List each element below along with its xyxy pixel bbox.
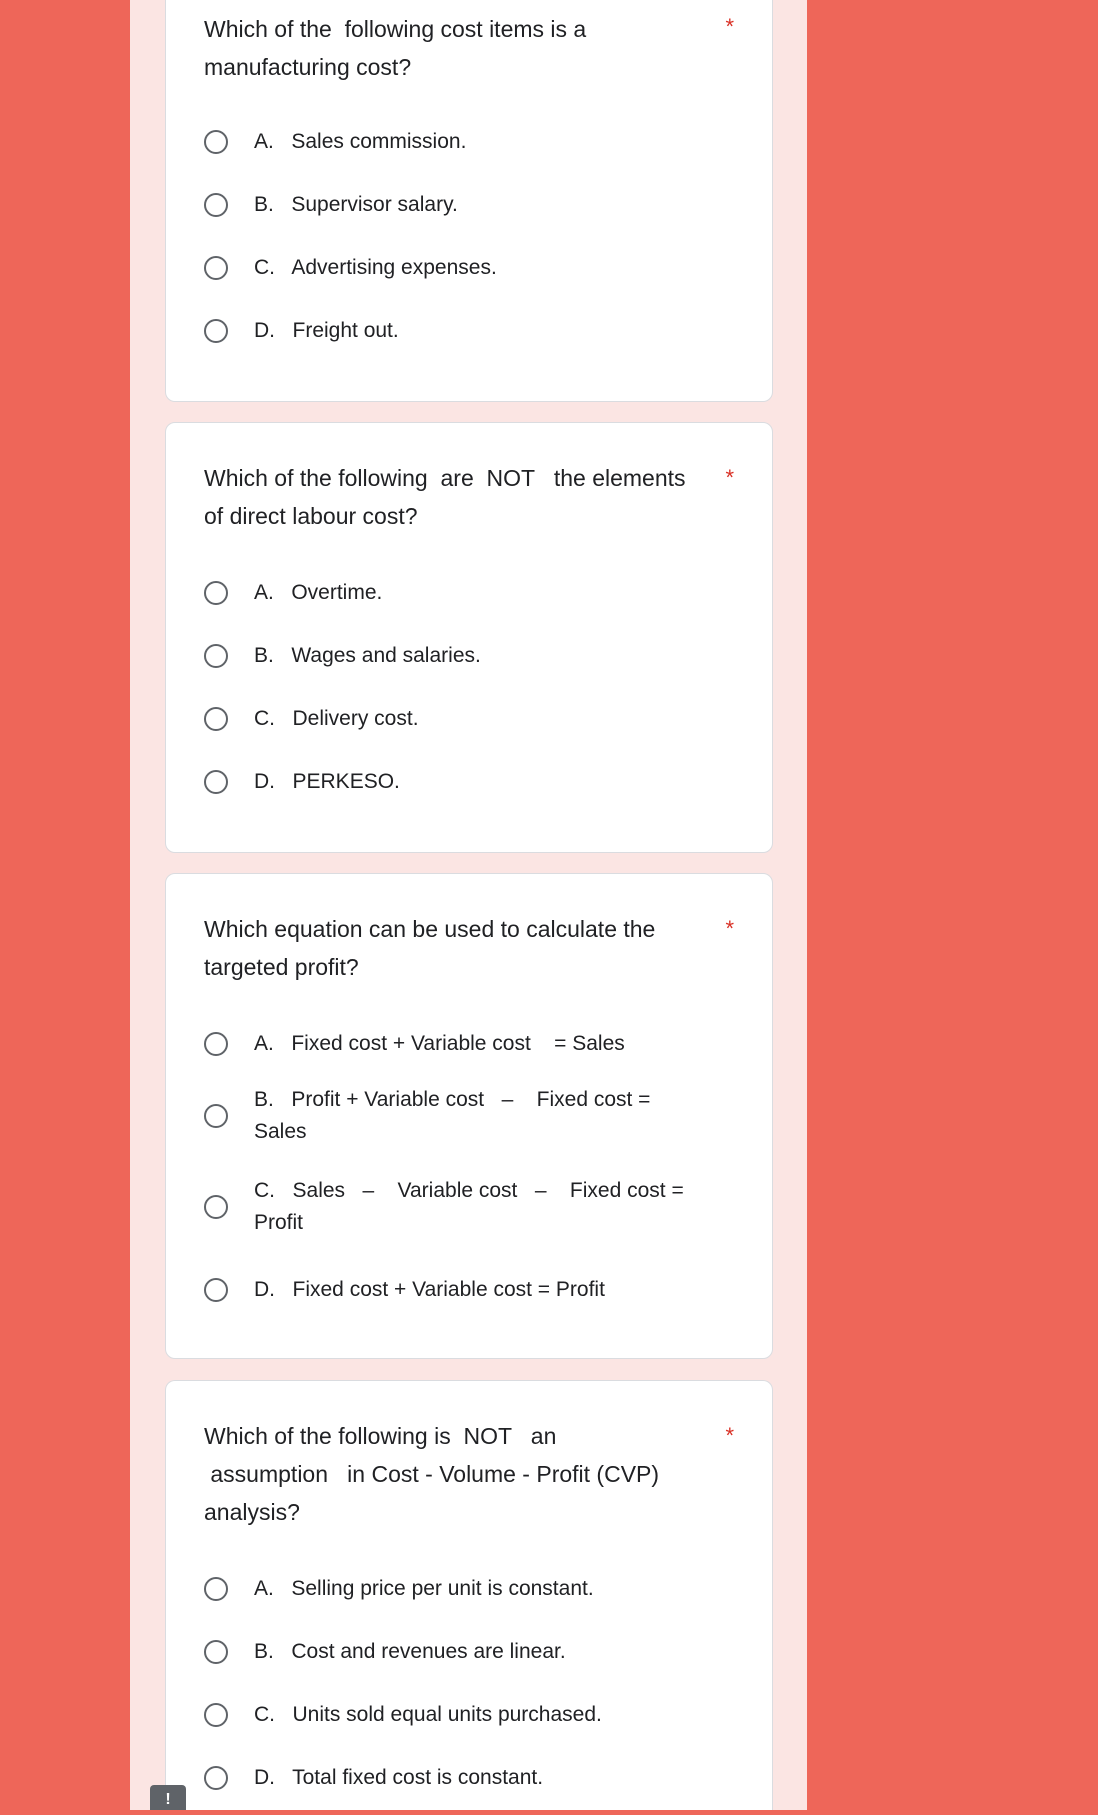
radio-button[interactable] <box>204 1577 228 1601</box>
option-label: A. Selling price per unit is constant. <box>254 1577 594 1600</box>
required-asterisk: * <box>725 14 734 39</box>
question-title: Which of the following is NOT an assumption in Cost - Volume - Profit (CVP) analysis? <box>204 1423 660 1525</box>
radio-button[interactable] <box>204 707 228 731</box>
option-label: D. PERKESO. <box>254 770 400 793</box>
radio-option-c[interactable] <box>204 1175 724 1239</box>
radio-option-b[interactable] <box>204 1636 724 1668</box>
option-label: B. Supervisor salary. <box>254 193 458 216</box>
radio-option-d[interactable] <box>204 1274 724 1306</box>
option-label: A. Overtime. <box>254 581 383 604</box>
radio-button[interactable] <box>204 770 228 794</box>
radio-option-c[interactable] <box>204 703 724 735</box>
option-label: C. Units sold equal units purchased. <box>254 1703 602 1726</box>
option-label: B. Wages and salaries. <box>254 644 481 667</box>
option-label: C. Advertising expenses. <box>254 256 497 279</box>
radio-option-a[interactable] <box>204 1573 724 1605</box>
radio-button[interactable] <box>204 1703 228 1727</box>
radio-button[interactable] <box>204 193 228 217</box>
option-label: C. Delivery cost. <box>254 707 419 730</box>
required-asterisk: * <box>725 916 734 941</box>
radio-button[interactable] <box>204 1195 228 1219</box>
radio-button[interactable] <box>204 130 228 154</box>
radio-button[interactable] <box>204 1640 228 1664</box>
radio-button[interactable] <box>204 644 228 668</box>
radio-option-a[interactable] <box>204 126 724 158</box>
required-asterisk: * <box>725 465 734 490</box>
radio-button[interactable] <box>204 581 228 605</box>
radio-option-d[interactable] <box>204 315 724 347</box>
radio-option-c[interactable] <box>204 1699 724 1731</box>
question-title: Which of the following are NOT the elements of direct labour cost? <box>204 465 692 529</box>
radio-option-d[interactable] <box>204 1762 724 1794</box>
exclamation-icon: ! <box>165 1791 171 1808</box>
option-label: D. Total fixed cost is constant. <box>254 1766 544 1789</box>
option-label: A. Sales commission. <box>254 130 467 153</box>
radio-option-c[interactable] <box>204 252 724 284</box>
radio-button[interactable] <box>204 1032 228 1056</box>
radio-option-b[interactable] <box>204 1084 724 1148</box>
radio-button[interactable] <box>204 1104 228 1128</box>
option-label: B. Profit + Variable cost – Fixed cost = Sales <box>254 1088 657 1143</box>
radio-button[interactable] <box>204 1766 228 1790</box>
option-label: D. Freight out. <box>254 319 399 342</box>
radio-option-d[interactable] <box>204 766 724 798</box>
radio-option-b[interactable] <box>204 640 724 672</box>
radio-button[interactable] <box>204 256 228 280</box>
question-card-4 <box>165 1380 773 1810</box>
radio-option-a[interactable] <box>204 577 724 609</box>
option-label: C. Sales – Variable cost – Fixed cost = Profit <box>254 1179 690 1234</box>
question-title: Which of the following cost items is a manufacturing cost? <box>204 16 593 80</box>
radio-button[interactable] <box>204 1278 228 1302</box>
radio-option-a[interactable] <box>204 1028 724 1060</box>
option-label: B. Cost and revenues are linear. <box>254 1640 566 1663</box>
required-asterisk: * <box>725 1423 734 1448</box>
error-alert-tab[interactable] <box>150 1785 186 1810</box>
question-card-3 <box>165 873 773 1359</box>
question-title: Which equation can be used to calculate the targeted profit? <box>204 916 662 980</box>
radio-option-b[interactable] <box>204 189 724 221</box>
question-card-2 <box>165 422 773 853</box>
radio-button[interactable] <box>204 319 228 343</box>
question-card-1 <box>165 0 773 402</box>
option-label: A. Fixed cost + Variable cost = Sales <box>254 1032 625 1055</box>
option-label: D. Fixed cost + Variable cost = Profit <box>254 1278 605 1301</box>
